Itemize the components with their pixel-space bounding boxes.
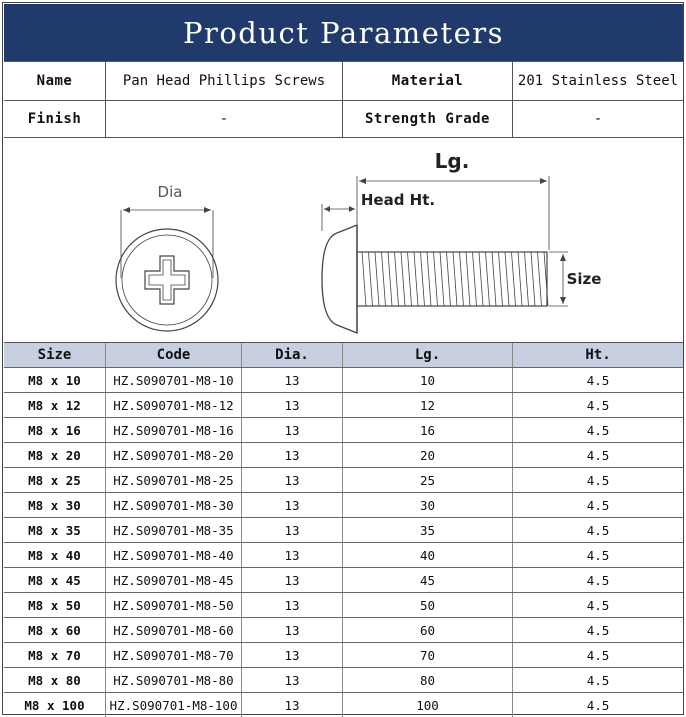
- table-row: [4, 592, 683, 617]
- header-code: Code: [106, 343, 242, 367]
- cell-dia: 13: [242, 368, 343, 392]
- table-row: [4, 392, 683, 417]
- cell-size: M8 x 50: [4, 593, 106, 617]
- head-top-view: [116, 207, 218, 331]
- cell-code: HZ.S090701-M8-60: [106, 618, 242, 642]
- phillips-recess-inner: [149, 260, 185, 300]
- name-value: Pan Head Phillips Screws: [106, 62, 343, 100]
- cell-code: HZ.S090701-M8-40: [106, 543, 242, 567]
- cell-height: 4.5: [586, 522, 610, 538]
- cell-height: 4.5: [586, 697, 610, 713]
- cell-code: HZ.S090701-M8-30: [106, 493, 242, 517]
- cell-size: M8 x 20: [4, 443, 106, 467]
- cell-size: M8 x 35: [4, 518, 106, 542]
- finish-value: -: [106, 101, 343, 137]
- cell-code: HZ.S090701-M8-50: [106, 593, 242, 617]
- screw-side-view: [322, 176, 568, 333]
- table-row: [4, 642, 683, 667]
- table-header-row: [4, 342, 683, 367]
- info-row-finish: [4, 100, 683, 137]
- header-length: Lg.: [343, 343, 513, 367]
- cell-code: HZ.S090701-M8-100: [106, 693, 242, 717]
- header-dia: Dia.: [242, 343, 343, 367]
- cell-length: 16: [343, 418, 513, 442]
- cell-size: M8 x 30: [4, 493, 106, 517]
- cell-height: 4.5: [586, 497, 610, 513]
- cell-dia: 13: [242, 543, 343, 567]
- phillips-recess-outer: [145, 256, 189, 304]
- cell-length: 40: [343, 543, 513, 567]
- material-value: 201 Stainless Steel: [517, 73, 679, 89]
- cell-height: 4.5: [586, 647, 610, 663]
- cell-dia: 13: [242, 643, 343, 667]
- page-title: Product Parameters: [182, 15, 505, 50]
- table-row: [4, 617, 683, 642]
- cell-height: 4.5: [586, 397, 610, 413]
- cell-code: HZ.S090701-M8-70: [106, 643, 242, 667]
- table-body: [4, 367, 683, 717]
- cell-dia: 13: [242, 468, 343, 492]
- screw-drawing: [4, 137, 683, 342]
- cell-code: HZ.S090701-M8-35: [106, 518, 242, 542]
- cell-size: M8 x 45: [4, 568, 106, 592]
- cell-dia: 13: [242, 518, 343, 542]
- info-row-name: [4, 61, 683, 100]
- cell-code: HZ.S090701-M8-10: [106, 368, 242, 392]
- cell-dia: 13: [242, 668, 343, 692]
- cell-code: HZ.S090701-M8-20: [106, 443, 242, 467]
- table-row: [4, 417, 683, 442]
- cell-code: HZ.S090701-M8-25: [106, 468, 242, 492]
- grade-value: -: [593, 111, 603, 127]
- cell-dia: 13: [242, 443, 343, 467]
- table-row: [4, 542, 683, 567]
- screw-head-side: [322, 225, 357, 333]
- table-row: [4, 517, 683, 542]
- table-row: [4, 667, 683, 692]
- cell-length: 35: [343, 518, 513, 542]
- table-row: [4, 692, 683, 717]
- parameters-table: [4, 342, 683, 717]
- cell-length: 12: [343, 393, 513, 417]
- cell-length: 25: [343, 468, 513, 492]
- cell-height: 4.5: [586, 597, 610, 613]
- name-label: Name: [4, 62, 106, 100]
- table-row: [4, 492, 683, 517]
- cell-height: 4.5: [586, 472, 610, 488]
- cell-dia: 13: [242, 568, 343, 592]
- cell-height: 4.5: [586, 672, 610, 688]
- cell-height: 4.5: [586, 447, 610, 463]
- cell-length: 45: [343, 568, 513, 592]
- table-row: [4, 567, 683, 592]
- cell-dia: 13: [242, 493, 343, 517]
- cell-size: M8 x 40: [4, 543, 106, 567]
- cell-size: M8 x 25: [4, 468, 106, 492]
- header-size: Size: [4, 343, 106, 367]
- cell-size: M8 x 16: [4, 418, 106, 442]
- cell-size: M8 x 80: [4, 668, 106, 692]
- table-row: [4, 467, 683, 492]
- material-label: Material: [343, 62, 513, 100]
- title-bar: [4, 4, 683, 61]
- cell-code: HZ.S090701-M8-12: [106, 393, 242, 417]
- cell-size: M8 x 10: [4, 368, 106, 392]
- head-height-label: Head Ht.: [360, 191, 436, 209]
- cell-dia: 13: [242, 618, 343, 642]
- cell-code: HZ.S090701-M8-16: [106, 418, 242, 442]
- cell-size: M8 x 12: [4, 393, 106, 417]
- cell-size: M8 x 60: [4, 618, 106, 642]
- cell-height: 4.5: [586, 422, 610, 438]
- length-label: Lg.: [434, 149, 470, 173]
- size-label: Size: [566, 270, 602, 288]
- cell-length: 10: [343, 368, 513, 392]
- dia-label: Dia: [157, 183, 183, 201]
- cell-code: HZ.S090701-M8-80: [106, 668, 242, 692]
- cell-height: 4.5: [586, 622, 610, 638]
- finish-label: Finish: [4, 101, 106, 137]
- cell-length: 50: [343, 593, 513, 617]
- cell-code: HZ.S090701-M8-45: [106, 568, 242, 592]
- cell-length: 20: [343, 443, 513, 467]
- cell-height: 4.5: [586, 547, 610, 563]
- table-row: [4, 442, 683, 467]
- cell-size: M8 x 70: [4, 643, 106, 667]
- product-sheet: [2, 2, 684, 715]
- screw-diagram: [4, 138, 683, 342]
- cell-length: 80: [343, 668, 513, 692]
- cell-dia: 13: [242, 418, 343, 442]
- cell-length: 60: [343, 618, 513, 642]
- cell-size: M8 x 100: [4, 693, 106, 717]
- grade-label: Strength Grade: [343, 101, 513, 137]
- table-row: [4, 367, 683, 392]
- cell-dia: 13: [242, 693, 343, 717]
- head-inner-circle: [122, 235, 212, 325]
- cell-height: 4.5: [586, 572, 610, 588]
- cell-length: 30: [343, 493, 513, 517]
- cell-length: 70: [343, 643, 513, 667]
- thread-lines: [362, 252, 548, 306]
- cell-length: 100: [343, 693, 513, 717]
- cell-dia: 13: [242, 393, 343, 417]
- header-height: Ht.: [585, 347, 611, 363]
- cell-height: 4.5: [586, 372, 610, 388]
- cell-dia: 13: [242, 593, 343, 617]
- head-outer-circle: [116, 229, 218, 331]
